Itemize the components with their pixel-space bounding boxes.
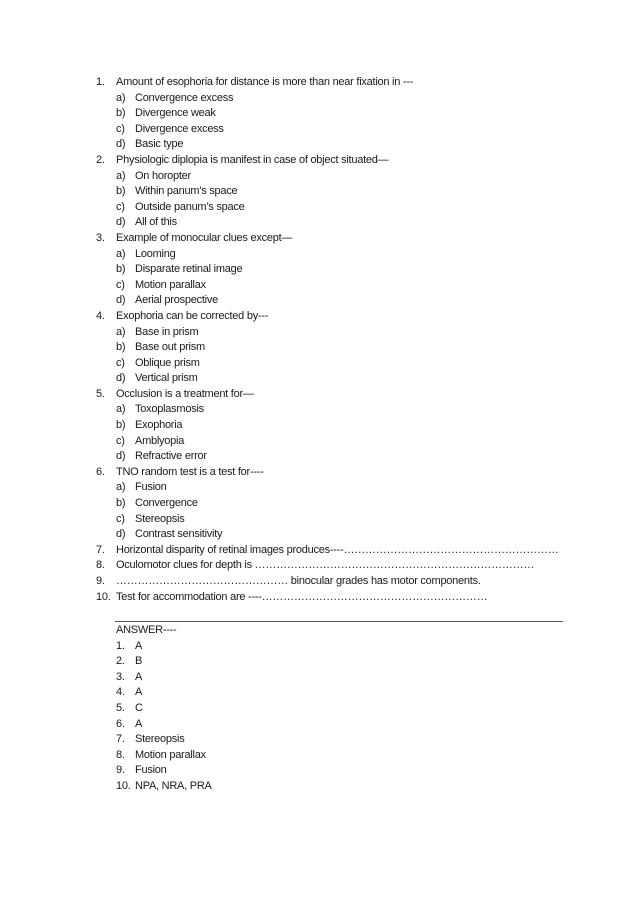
option-item [96,356,576,372]
question-text: ………………………………………… binocular grades has motor components. [116,575,481,587]
option-item [96,200,576,216]
option-label: d) [116,372,126,385]
option-text: Stereopsis [135,512,185,525]
question-text: Amount of esophoria for distance is more than near fixation in --- [116,76,414,88]
question-number: 8. [96,559,105,572]
answer-item [96,670,556,686]
option-label: b) [116,263,126,276]
option-item [96,480,576,496]
question-item [96,590,576,606]
question-item [96,231,576,247]
answer-item [96,685,556,701]
option-text: Within panum’s space [135,185,238,198]
answer-value: NPA, NRA, PRA [135,779,212,792]
option-text: Refractive error [135,450,207,463]
option-text: Aerial prospective [135,294,218,307]
question-number: 5. [96,387,105,400]
option-label: d) [116,450,126,463]
answer-number: 10. [116,779,131,792]
option-item [96,527,576,543]
answer-number: 4. [116,686,125,699]
option-text: Base in prism [135,325,199,338]
question-text: Horizontal disparity of retinal images produces----…………………………………………………… [116,543,559,556]
option-text: Disparate retinal image [135,263,243,276]
question-text: Example of monocular clues except— [116,231,293,244]
option-label: a) [116,403,126,416]
option-text: Convergence [135,497,198,510]
divider-line [115,621,563,622]
option-label: b) [116,341,126,354]
option-label: c) [116,512,125,525]
answer-item [96,779,556,795]
option-label: c) [116,356,125,369]
option-item [96,512,576,528]
answer-value: A [135,639,143,652]
answer-heading: ANSWER---- [116,624,177,636]
question-item [96,153,576,169]
option-text: Looming [135,247,176,260]
option-label: b) [116,419,126,432]
answer-number: 1. [116,639,125,652]
option-item [96,137,576,153]
answer-number: 6. [116,717,125,730]
option-label: b) [116,107,126,120]
option-item [96,247,576,263]
option-label: c) [116,122,125,135]
option-text: Amblyopia [135,434,185,447]
option-label: c) [116,434,125,447]
answer-value: C [135,701,143,714]
option-label: a) [116,481,126,494]
answer-value: A [135,717,143,730]
option-label: b) [116,497,126,510]
question-item [96,465,576,481]
question-text: Exophoria can be corrected by--- [116,309,269,322]
option-label: d) [116,294,126,307]
answer-number: 2. [116,655,125,668]
option-item [96,449,576,465]
question-number: 10. [96,590,111,603]
option-item [96,340,576,356]
option-text: Convergence excess [135,91,234,104]
question-item [96,387,576,403]
option-item [96,91,576,107]
answer-item [96,717,556,733]
option-label: d) [116,216,126,229]
option-item [96,122,576,138]
answer-number: 7. [116,733,125,746]
option-text: Basic type [135,138,184,151]
answer-item [96,763,556,779]
option-label: a) [116,91,126,104]
option-label: b) [116,185,126,198]
question-number: 3. [96,231,105,244]
answer-item [96,639,556,655]
option-item [96,402,576,418]
question-item [96,543,576,559]
question-number: 7. [96,543,105,556]
option-item [96,418,576,434]
option-text: All of this [135,216,177,229]
option-label: c) [116,278,125,291]
answer-number: 3. [116,670,125,683]
answer-number: 5. [116,701,125,714]
answer-value: A [135,670,143,683]
question-number: 4. [96,309,105,322]
question-item [96,75,576,91]
answer-item [96,748,556,764]
option-item [96,434,576,450]
option-text: Divergence weak [135,107,216,120]
option-text: Fusion [135,481,167,494]
option-text: Motion parallax [135,278,206,291]
option-text: Oblique prism [135,356,200,369]
answer-value: A [135,686,143,699]
answer-section [96,623,556,795]
option-label: a) [116,247,126,260]
answer-value: Fusion [135,764,167,777]
option-item [96,169,576,185]
question-text: Physiologic diplopia is manifest in case of object situated— [116,153,389,166]
question-item [96,309,576,325]
question-text: Oculomotor clues for depth is …………………………………………………………………… [116,559,535,572]
answer-item [96,732,556,748]
answer-heading-line [96,623,556,639]
question-number: 2. [96,153,105,166]
option-label: d) [116,138,126,151]
option-item [96,262,576,278]
question-text: TNO random test is a test for---- [116,465,264,478]
option-label: c) [116,200,125,213]
option-text: On horopter [135,169,191,182]
option-item [96,371,576,387]
question-number: 9. [96,575,105,587]
answer-item [96,654,556,670]
question-number: 6. [96,465,105,478]
option-item [96,293,576,309]
option-text: Outside panum’s space [135,200,245,213]
answer-number: 8. [116,748,125,761]
option-text: Base out prism [135,341,205,354]
question-item [96,574,576,590]
answer-value: B [135,655,143,668]
option-label: a) [116,325,126,338]
question-item [96,558,576,574]
option-label: d) [116,528,126,541]
option-item [96,325,576,341]
answer-number: 9. [116,764,125,777]
answer-value: Stereopsis [135,733,185,746]
question-text: Test for accommodation are ----……………………………………………………… [116,590,488,603]
option-item [96,215,576,231]
option-text: Divergence excess [135,122,224,135]
question-list [96,75,576,605]
option-text: Toxoplasmosis [135,403,204,416]
option-label: a) [116,169,126,182]
option-text: Contrast sensitivity [135,528,223,541]
answer-item [96,701,556,717]
option-text: Exophoria [135,419,183,432]
option-text: Vertical prism [135,372,198,385]
question-text: Occlusion is a treatment for— [116,387,254,400]
answer-value: Motion parallax [135,748,206,761]
option-item [96,496,576,512]
question-number: 1. [96,76,105,88]
option-item [96,184,576,200]
option-item [96,278,576,294]
option-item [96,106,576,122]
